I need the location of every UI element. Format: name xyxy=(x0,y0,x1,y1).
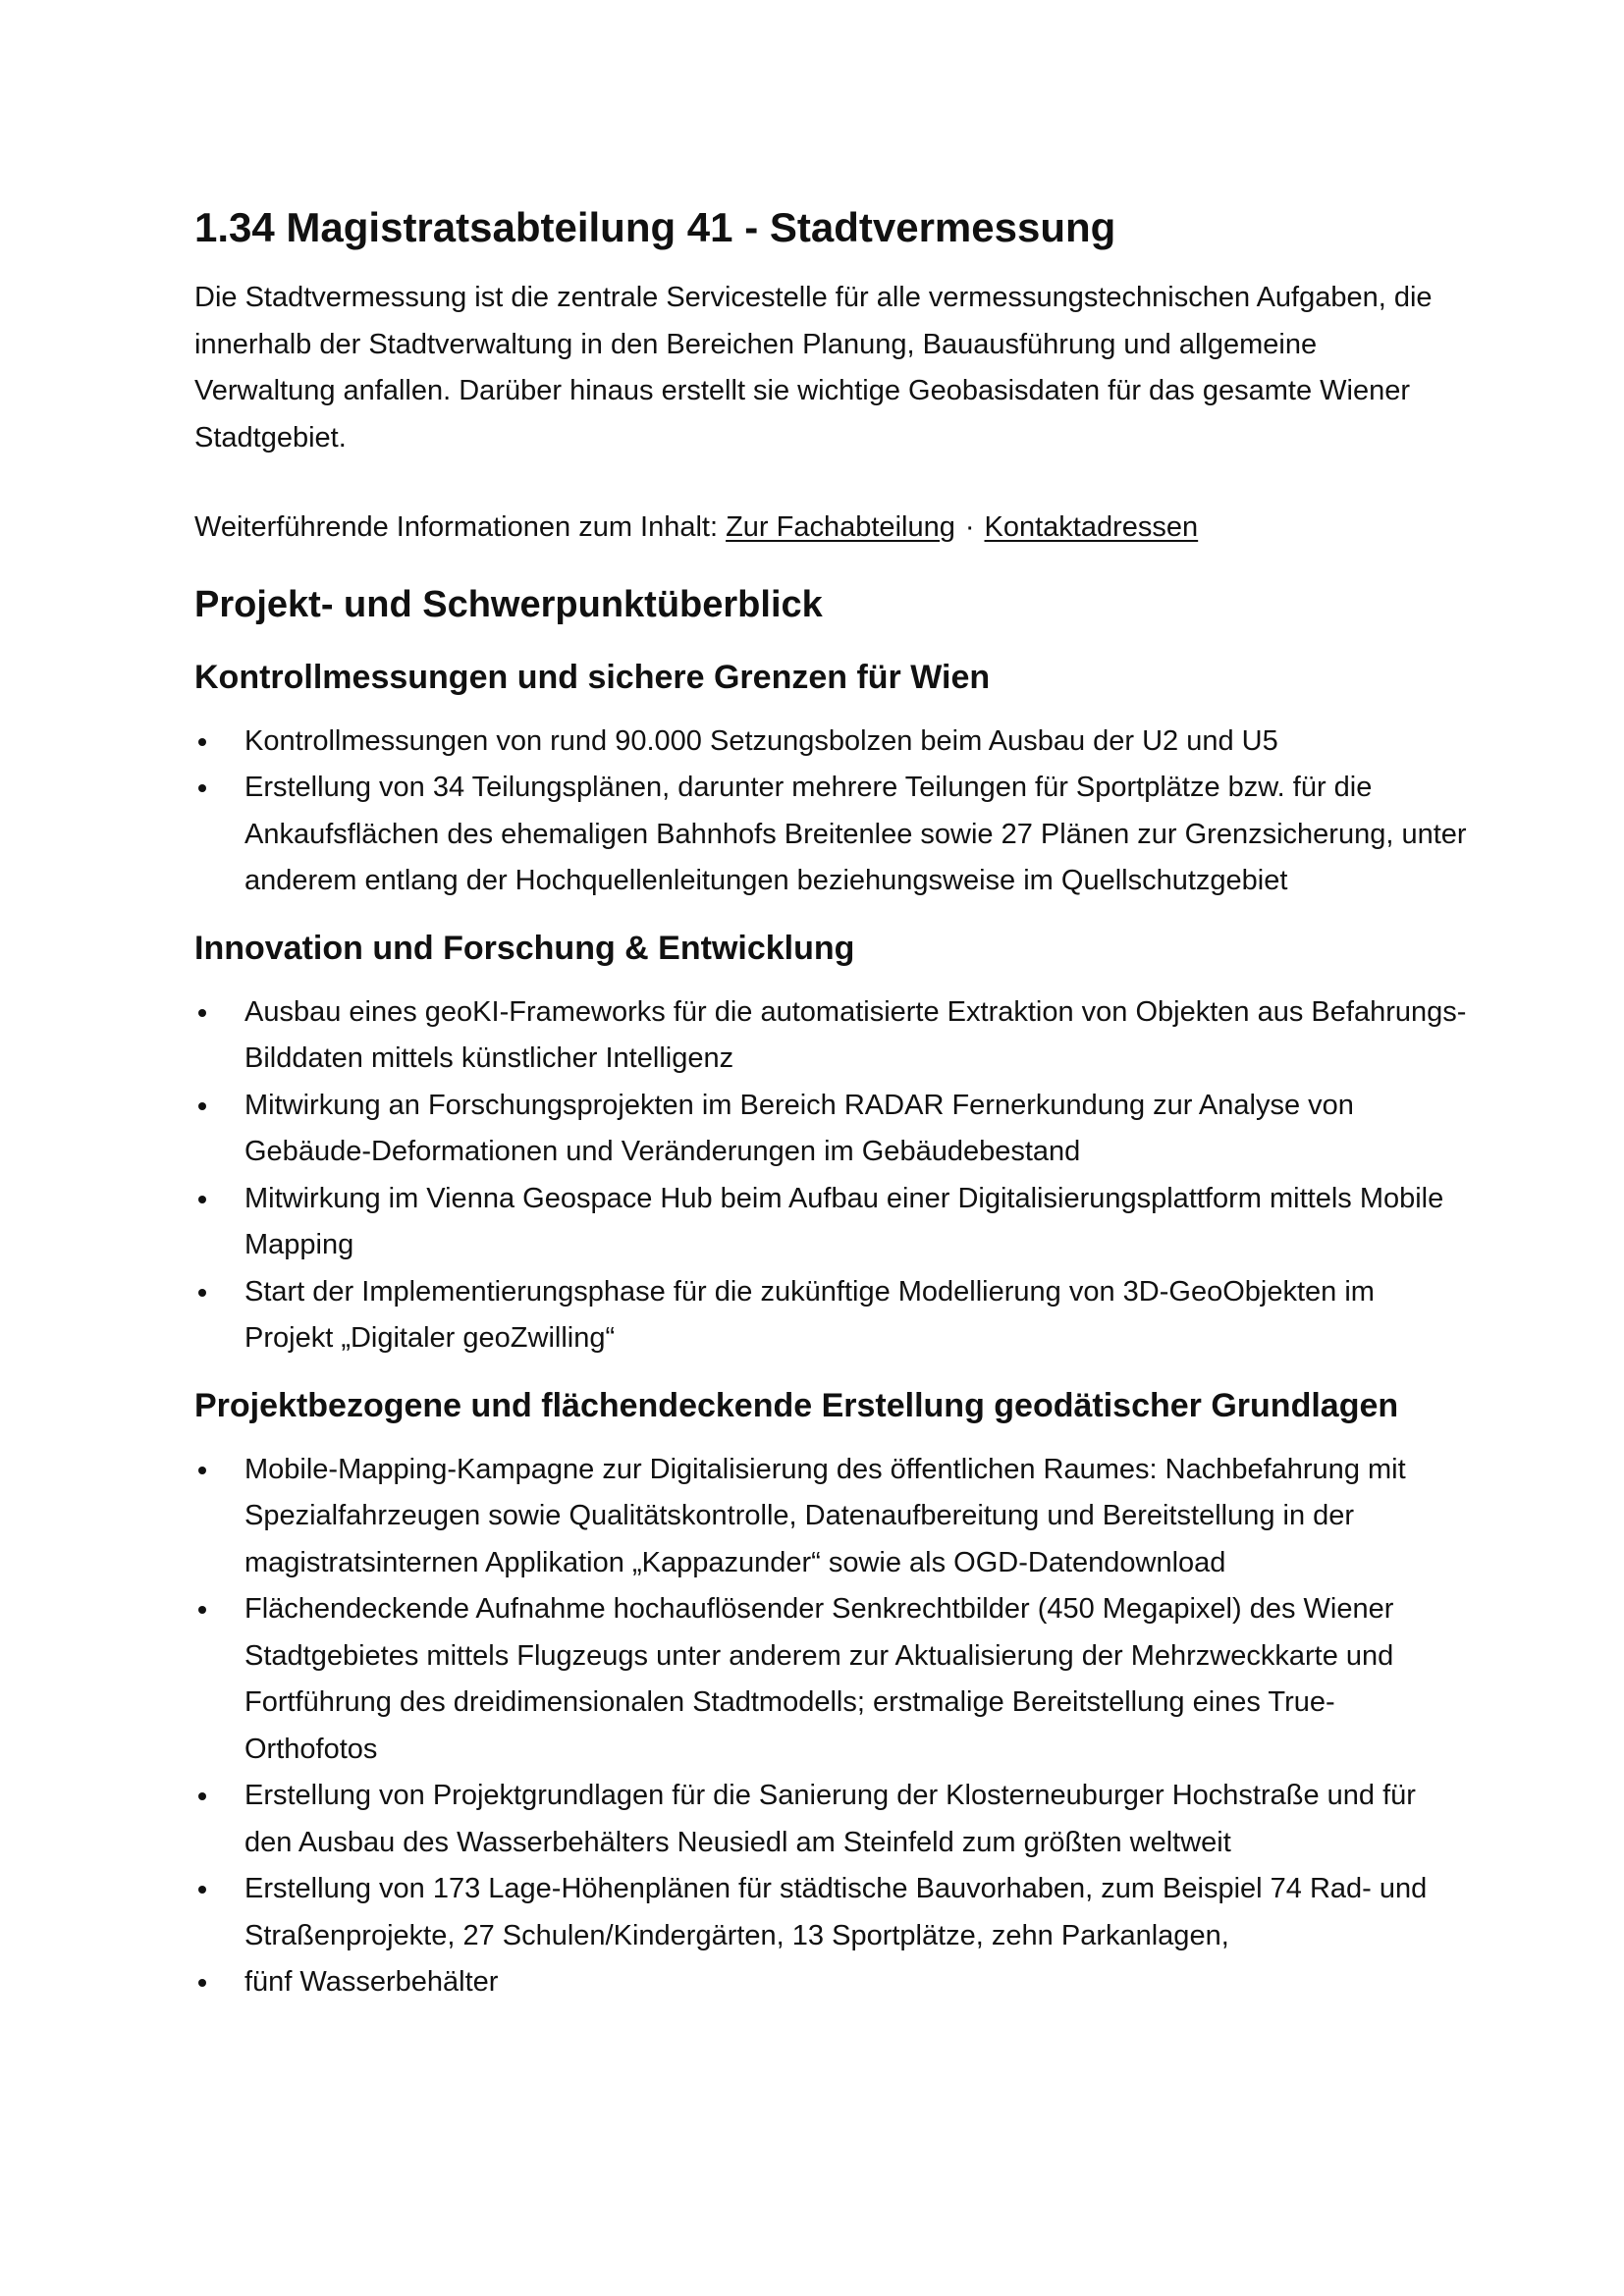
subsection-title-geodaetische-grundlagen: Projektbezogene und flächendeckende Erstellung geodätischer Grundlagen xyxy=(194,1386,1399,1424)
list-item: Erstellung von Projektgrundlagen für die Sanierung der Klosterneuburger Hochstraße und für den Ausbau des Wasserbehälters Neusiedl am Steinfeld zum größten weltweit xyxy=(194,1773,1467,1866)
list-item: Ausbau eines geoKI-Frameworks für die automatisierte Extraktion von Objekten aus Befahrungs-Bilddaten mittels künstlicher Intelligenz xyxy=(194,989,1467,1083)
document-page xyxy=(194,196,1471,2006)
list-item: Kontrollmessungen von rund 90.000 Setzungsbolzen beim Ausbau der U2 und U5 xyxy=(194,719,1467,766)
subsection-title-kontrollmessungen: Kontrollmessungen und sichere Grenzen für Wien xyxy=(194,658,991,696)
bullet-list-innovation xyxy=(194,989,1471,1362)
further-info-line xyxy=(194,505,1471,552)
list-item: Mitwirkung im Vienna Geospace Hub beim Aufbau einer Digitalisierungsplattform mittels Mobile Mapping xyxy=(194,1176,1467,1269)
list-item: Start der Implementierungsphase für die zukünftige Modellierung von 3D-GeoObjekten im Projekt „Digitaler geoZwilling“ xyxy=(194,1269,1467,1362)
list-item: Erstellung von 173 Lage-Höhenplänen für städtische Bauvorhaben, zum Beispiel 74 Rad- und Straßenprojekte, 27 Schulen/Kindergärten, 13 Sportplätze, zehn Parkanlagen, xyxy=(194,1866,1467,1959)
list-item: Flächendeckende Aufnahme hochauflösender Senkrechtbilder (450 Megapixel) des Wiener Stadtgebietes mittels Flugzeugs unter anderem zur Aktualisierung der Mehrzweckkarte und Fortführung des dreidimensionalen Stadtmodells; erstmalige Bereitstellung eines True-Orthofotos xyxy=(194,1586,1467,1773)
bullet-list-geodaetische-grundlagen xyxy=(194,1447,1471,2006)
list-item: Mitwirkung an Forschungsprojekten im Bereich RADAR Fernerkundung zur Analyse von Gebäude-Deformationen und Veränderungen im Gebäudebestand xyxy=(194,1083,1467,1176)
link-kontaktadressen[interactable]: Kontaktadressen xyxy=(984,511,1199,543)
page-title: 1.34 Magistratsabteilung 41 - Stadtvermessung xyxy=(194,204,1116,250)
list-item: Erstellung von 34 Teilungsplänen, darunter mehrere Teilungen für Sportplätze bzw. für die Ankaufsflächen des ehemaligen Bahnhofs Breitenlee sowie 27 Plänen zur Grenzsicherung, unter anderem entlang der Hochquellenleitungen beziehungsweise im Quellschutzgebiet xyxy=(194,765,1467,905)
bullet-list-kontrollmessungen xyxy=(194,719,1471,905)
spacer xyxy=(194,552,1471,561)
further-info-prefix: Weiterführende Informationen zum Inhalt: xyxy=(194,511,719,543)
link-separator: · xyxy=(964,511,975,543)
intro-paragraph: Die Stadtvermessung ist die zentrale Servicestelle für alle vermessungstechnischen Aufgaben, die innerhalb der Stadtverwaltung in den Bereichen Planung, Bauausführung und allgemeine Verwaltung anfallen. Darüber hinaus erstellt sie wichtige Geobasisdaten für das gesamte Wiener Stadtgebiet. xyxy=(194,282,1433,454)
subsection-title-innovation: Innovation und Forschung & Entwicklung xyxy=(194,929,855,967)
link-fachabteilung[interactable]: Zur Fachabteilung xyxy=(726,511,955,543)
list-item: Mobile-Mapping-Kampagne zur Digitalisierung des öffentlichen Raumes: Nachbefahrung mit Spezialfahrzeugen sowie Qualitätskontrolle, Datenaufbereitung und Bereitstellung in der magistratsinternen Applikation „Kappazunder“ sowie als OGD-Datendownload xyxy=(194,1447,1467,1587)
section-title: Projekt- und Schwerpunktüberblick xyxy=(194,583,823,625)
list-item: fünf Wasserbehälter xyxy=(194,1959,1467,2006)
